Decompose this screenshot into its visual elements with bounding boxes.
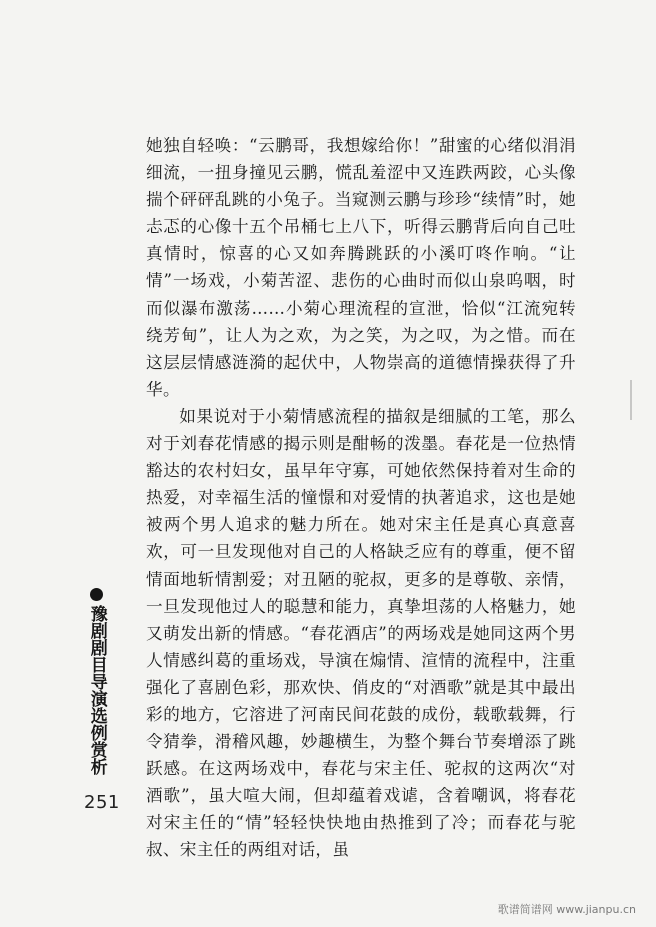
side-running-title: [84, 588, 108, 775]
book-title: 豫剧剧目导演选例赏析: [86, 605, 107, 775]
scan-edge-mark: [630, 380, 632, 420]
body-text: [146, 132, 576, 864]
page-number: 251: [84, 792, 120, 813]
bullet-dot-icon: [90, 588, 103, 601]
watermark: 歌谱简谱网 www.jianpu.cn: [497, 903, 636, 916]
paragraph-2: 如果说对于小菊情感流程的描叙是细腻的工笔，那么对于刘春花情感的揭示则是酣畅的泼墨。春花是一位热情豁达的农村妇女，虽早年守寡，可她依然保持着对生命的热爱，对幸福生活的憧憬和对爱情的执著追求，这也是她被两个男人追求的魅力所在。她对宋主任是真心真意喜欢，可一旦发现他对自己的人格缺乏应有的尊重，便不留情面地斩情割爱；对丑陋的驼叔，更多的是尊敬、亲情，一旦发现他过人的聪慧和能力，真挚坦荡的人格魅力，她又萌发出新的情感。“春花酒店”的两场戏是她同这两个男人情感纠葛的重场戏，导演在煽情、渲情的流程中，注重强化了喜剧色彩，那欢快、俏皮的“对酒歌”就是其中最出彩的地方，它溶进了河南民间花鼓的成份，载歌载舞，行令猜拳，滑稽风趣，妙趣横生，为整个舞台节奏增添了跳跃感。在这两场戏中，春花与宋主任、驼叔的这两次“对酒歌”，虽大喧大闹，但却蕴着戏谑，含着嘲讽，将春花对宋主任的“情”轻轻快快地由热推到了冷；而春花与驼叔、宋主任的两组对话，虽: [146, 406, 576, 860]
paragraph-1: 她独自轻唤：“云鹏哥，我想嫁给你！”甜蜜的心绪似涓涓细流，一扭身撞见云鹏，慌乱羞涩中又连跌两跤，心头像揣个砰砰乱跳的小兔子。当窥测云鹏与珍珍“续情”时，她忐忑的心像十五个吊桶七上八下，听得云鹏背后向自己吐真情时，惊喜的心又如奔腾跳跃的小溪叮咚作响。“让情”一场戏，小菊苦涩、悲伤的心曲时而似山泉呜咽，时而似瀑布激荡……小菊心理流程的宣泄，恰似“江流宛转绕芳甸”，让人为之欢，为之笑，为之叹，为之惜。而在这层层情感涟漪的起伏中，人物崇高的道德情操获得了升华。: [146, 136, 576, 399]
